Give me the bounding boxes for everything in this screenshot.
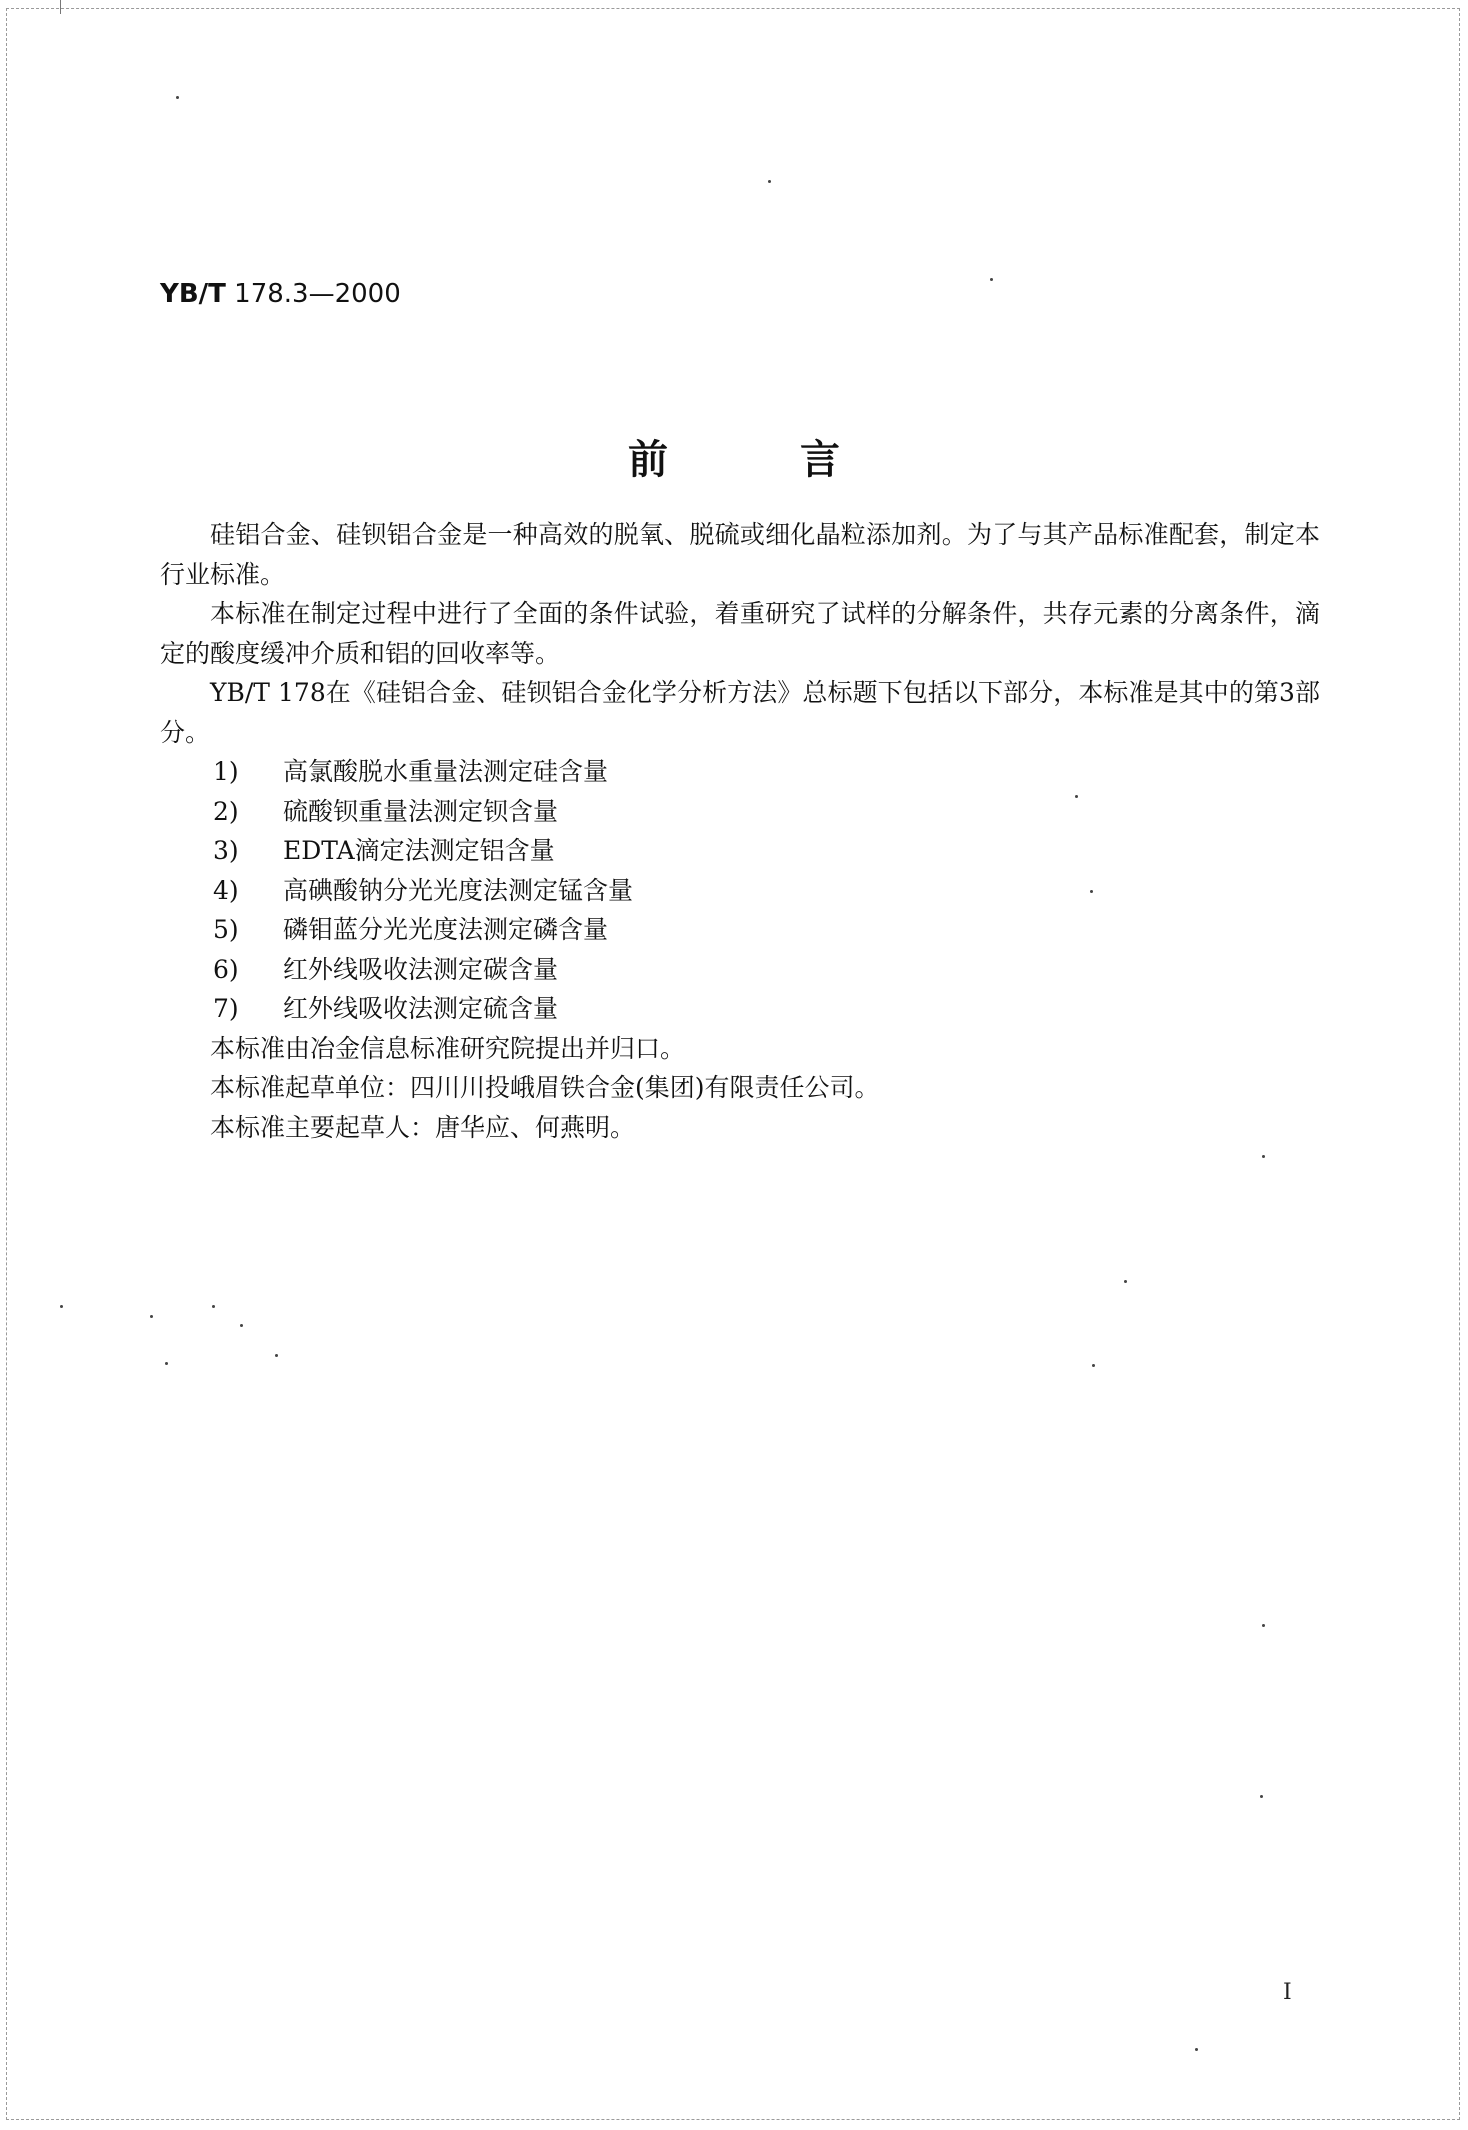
- list-item-number: 1): [213, 757, 239, 786]
- list-item-text: EDTA滴定法测定铝含量: [283, 836, 555, 865]
- paragraph: 硅铝合金、硅钡铝合金是一种高效的脱氧、脱硫或细化晶粒添加剂。为了与其产品标准配套，制定本行业标准。: [160, 520, 1320, 589]
- scan-speck: [1262, 1624, 1265, 1627]
- list-item: [160, 752, 1320, 792]
- list-item: [160, 831, 1320, 871]
- scan-speck: [240, 1324, 243, 1327]
- list-item-number: 5): [213, 915, 239, 944]
- list-item-number: 3): [213, 836, 239, 865]
- list-item: [160, 989, 1320, 1029]
- scan-speck: [1092, 1364, 1095, 1367]
- list-item: [160, 871, 1320, 911]
- foreword-body: [160, 515, 1320, 1147]
- paragraph: 本标准由冶金信息标准研究院提出并归口。: [210, 1033, 686, 1063]
- list-item-text: 磷钼蓝分光光度法测定磷含量: [283, 915, 609, 944]
- paragraph: 本标准在制定过程中进行了全面的条件试验，着重研究了试样的分解条件，共存元素的分离条件，滴定的酸度缓冲介质和铝的回收率等。: [160, 599, 1320, 668]
- list-item-text: 红外线吸收法测定硫含量: [283, 994, 559, 1023]
- paragraph: 本标准主要起草人：唐华应、何燕明。: [210, 1112, 636, 1142]
- scan-speck: [60, 1305, 63, 1308]
- scan-speck: [1262, 1155, 1265, 1158]
- scan-speck: [1075, 795, 1078, 798]
- list-item: [160, 792, 1320, 832]
- list-item-number: 4): [213, 875, 239, 905]
- scan-speck: [1124, 1280, 1127, 1283]
- paragraph: 本标准起草单位：四川川投峨眉铁合金(集团)有限责任公司。: [210, 1073, 880, 1102]
- standard-code-number: 178.3—2000: [234, 279, 401, 309]
- page-number: I: [1283, 1980, 1292, 2005]
- list-item: [160, 910, 1320, 950]
- scan-speck: [212, 1305, 215, 1308]
- list-item-number: 2): [213, 796, 239, 826]
- scan-speck: [275, 1354, 278, 1357]
- paragraph: YB/T 178在《硅铝合金、硅钡铝合金化学分析方法》总标题下包括以下部分，本标准是其中的第3部分。: [160, 678, 1320, 747]
- list-item-text: 硫酸钡重量法测定钡含量: [283, 796, 559, 826]
- scan-speck: [176, 96, 179, 99]
- scan-speck: [1090, 890, 1093, 893]
- standard-code-prefix: YB/T: [160, 279, 226, 309]
- page-title: 前言: [628, 437, 972, 483]
- scan-speck: [1260, 1795, 1263, 1798]
- scan-speck: [150, 1315, 153, 1318]
- scan-speck: [1195, 2048, 1198, 2051]
- scan-speck: [768, 180, 771, 183]
- scan-speck: [165, 1362, 168, 1365]
- standard-code: [160, 279, 401, 309]
- list-item-number: 7): [213, 994, 239, 1023]
- list-item-number: 6): [213, 954, 239, 984]
- parts-list: [160, 752, 1320, 1029]
- crop-mark: [60, 0, 61, 14]
- scan-speck: [990, 278, 993, 281]
- list-item-text: 高碘酸钠分光光度法测定锰含量: [283, 875, 634, 905]
- list-item-text: 红外线吸收法测定碳含量: [283, 954, 559, 984]
- list-item-text: 高氯酸脱水重量法测定硅含量: [283, 757, 609, 786]
- list-item: [160, 950, 1320, 990]
